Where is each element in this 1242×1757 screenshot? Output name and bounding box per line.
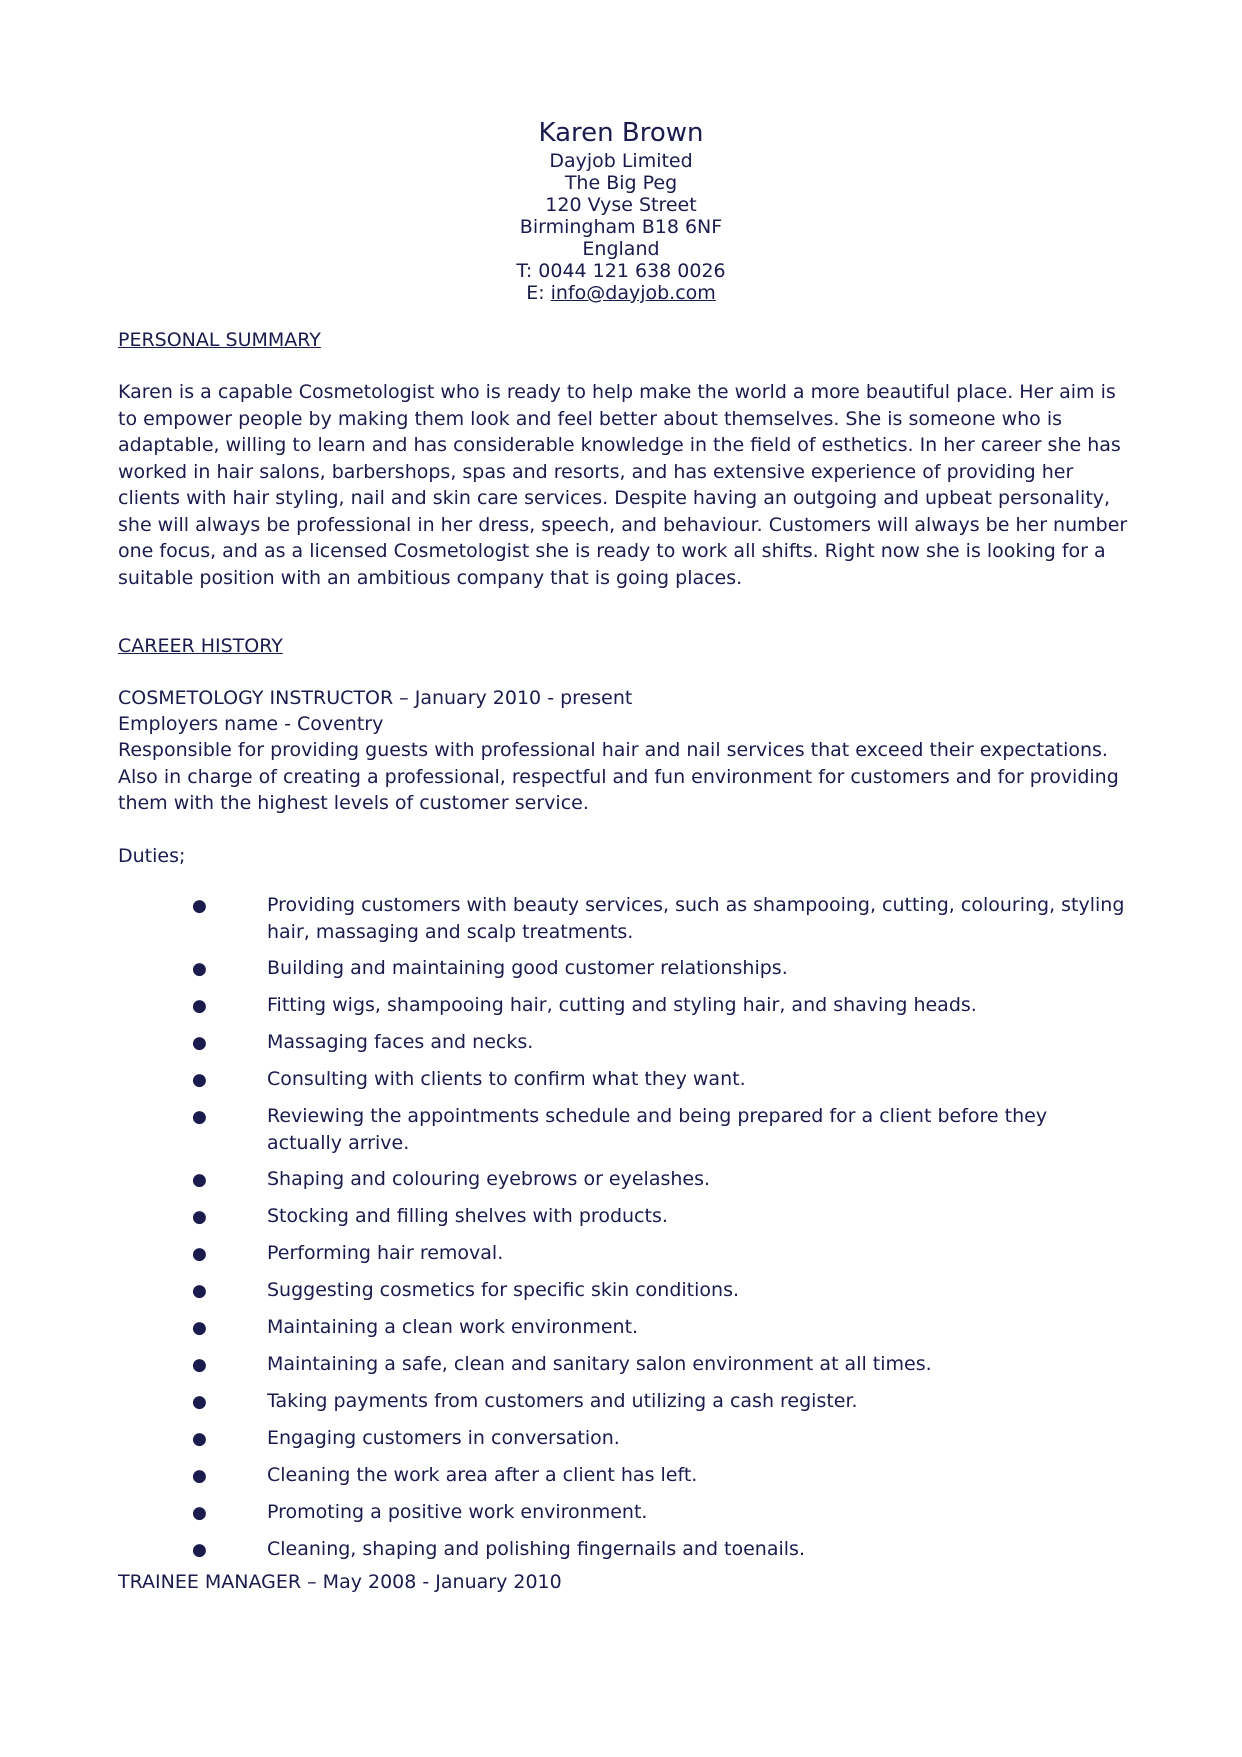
country-line: England <box>582 238 660 260</box>
duty-item: ● Cleaning the work area after a client has left. <box>192 1462 1128 1489</box>
duty-item: ● Consulting with clients to confirm what they want. <box>192 1066 1128 1093</box>
duty-item: ● Shaping and colouring eyebrows or eyelashes. <box>192 1166 1128 1193</box>
duty-item: ● Promoting a positive work environment. <box>192 1499 1128 1526</box>
bullet-icon: ● <box>192 1392 207 1412</box>
job1-employer: Employers name - Coventry <box>118 713 384 735</box>
contact-header <box>0 116 1242 304</box>
email-line <box>0 282 1242 304</box>
duties-label: Duties; <box>118 845 186 867</box>
duty-item: ● Taking payments from customers and utilizing a cash register. <box>192 1388 1128 1415</box>
street-line: 120 Vyse Street <box>545 194 697 216</box>
building-line: The Big Peg <box>564 172 678 194</box>
duty-item: ● Fitting wigs, shampooing hair, cutting and styling hair, and shaving heads. <box>192 992 1128 1019</box>
job1-description: Responsible for providing guests with professional hair and nail services that exceed their expectations. Also in charge of creating a professional, respectful and fun environment for customers and for providing them with the highest levels of customer service. <box>118 739 1119 814</box>
personal-summary-text: Karen is a capable Cosmetologist who is ready to help make the world a more beautiful place. Her aim is to empower people by making them look and feel better about themselves. She is someone who is adaptable, willing to learn and has considerable knowledge in the field of esthetics. In her career she has worked in hair salons, barbershops, spas and resorts, and has extensive experience of providing her clients with hair styling, nail and skin care services. Despite having an outgoing and upbeat personality, she will always be professional in her dress, speech, and behaviour. Customers will always be her number one focus, and as a licensed Cosmetologist she is ready to work all shifts. Right now she is looking for a suitable position with an ambitious company that is going places. <box>118 381 1128 589</box>
duty-item: ● Engaging customers in conversation. <box>192 1425 1128 1452</box>
bullet-icon: ● <box>192 1429 207 1449</box>
bullet-icon: ● <box>192 1170 207 1190</box>
bullet-icon: ● <box>192 1281 207 1301</box>
job1-title: COSMETOLOGY INSTRUCTOR – January 2010 - present <box>118 687 633 709</box>
bullet-icon: ● <box>192 1107 207 1127</box>
duties-list <box>192 892 1128 1573</box>
telephone-line: T: 0044 121 638 0026 <box>516 260 726 282</box>
bullet-icon: ● <box>192 896 207 916</box>
duty-item: ● Stocking and filling shelves with products. <box>192 1203 1128 1230</box>
duty-item: ● Maintaining a safe, clean and sanitary salon environment at all times. <box>192 1351 1128 1378</box>
bullet-icon: ● <box>192 1070 207 1090</box>
city-line: Birmingham B18 6NF <box>519 216 723 238</box>
duty-item: ● Massaging faces and necks. <box>192 1029 1128 1056</box>
personal-summary-heading: PERSONAL SUMMARY <box>118 329 321 351</box>
bullet-icon: ● <box>192 1318 207 1338</box>
bullet-icon: ● <box>192 1466 207 1486</box>
duty-item: ● Cleaning, shaping and polishing fingernails and toenails. <box>192 1536 1128 1563</box>
bullet-icon: ● <box>192 1503 207 1523</box>
bullet-icon: ● <box>192 1244 207 1264</box>
duty-item: ● Maintaining a clean work environment. <box>192 1314 1128 1341</box>
email-link[interactable]: info@dayjob.com <box>550 282 716 304</box>
duty-item: ● Suggesting cosmetics for specific skin conditions. <box>192 1277 1128 1304</box>
duty-item: ● Reviewing the appointments schedule and being prepared for a client before they actually arrive. <box>192 1105 1048 1154</box>
bullet-icon: ● <box>192 1355 207 1375</box>
job2-title: TRAINEE MANAGER – May 2008 - January 2010 <box>118 1571 562 1593</box>
duty-item: ● Building and maintaining good customer relationships. <box>192 955 1128 982</box>
bullet-icon: ● <box>192 1540 207 1560</box>
duty-item: ● Performing hair removal. <box>192 1240 1128 1267</box>
career-history-heading: CAREER HISTORY <box>118 635 283 657</box>
company-line: Dayjob Limited <box>549 150 693 172</box>
bullet-icon: ● <box>192 1207 207 1227</box>
bullet-icon: ● <box>192 1033 207 1053</box>
candidate-name: Karen Brown <box>538 118 704 148</box>
duty-item: ● Providing customers with beauty services, such as shampooing, cutting, colouring, styling hair, massaging and scalp treatments. <box>192 894 1125 943</box>
bullet-icon: ● <box>192 959 207 979</box>
email-prefix: E: <box>526 282 551 304</box>
bullet-icon: ● <box>192 996 207 1016</box>
